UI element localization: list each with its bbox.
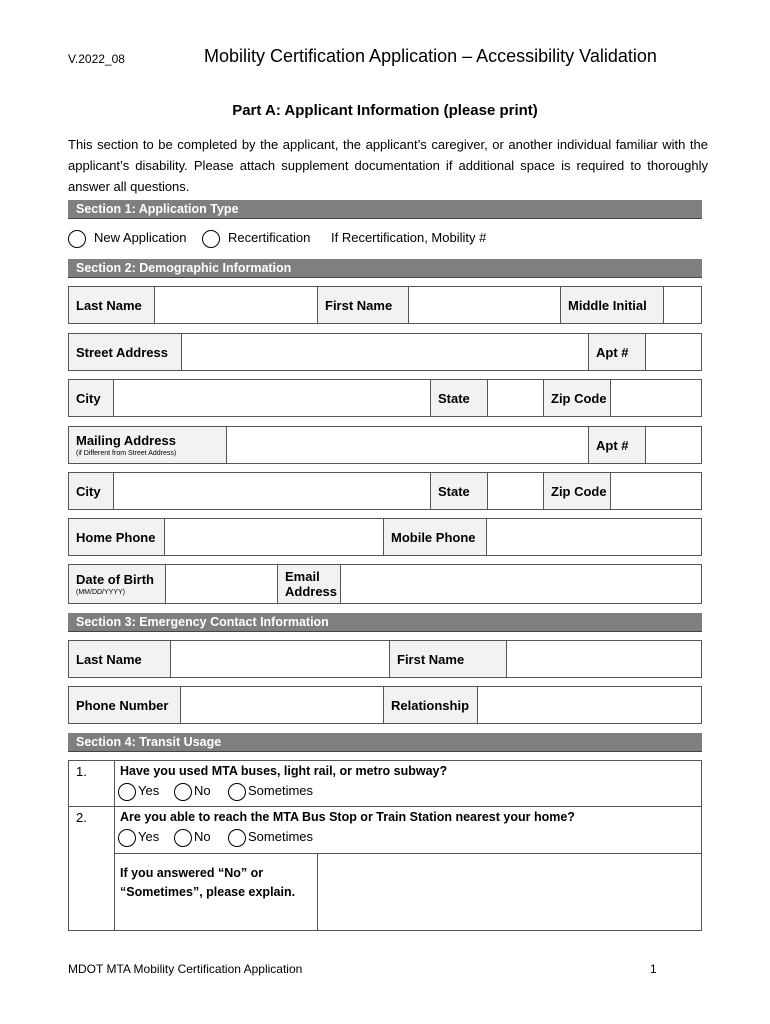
street-address-label: Street Address bbox=[69, 334, 182, 370]
city-label: City bbox=[69, 380, 114, 416]
column-divider bbox=[114, 761, 115, 930]
emergency-last-name-label: Last Name bbox=[69, 641, 171, 677]
emergency-first-name-field[interactable] bbox=[507, 641, 701, 677]
phone-row bbox=[68, 518, 702, 556]
section-3-header: Section 3: Emergency Contact Information bbox=[68, 613, 702, 632]
q2-no-radio[interactable] bbox=[174, 829, 192, 847]
middle-initial-field[interactable] bbox=[664, 287, 701, 323]
document-title: Mobility Certification Application – Accessibility Validation bbox=[204, 46, 657, 66]
city-field[interactable] bbox=[114, 380, 431, 416]
emergency-phone-field[interactable] bbox=[181, 687, 384, 723]
q2-yes-label: Yes bbox=[138, 829, 160, 844]
apt-label: Apt # bbox=[589, 334, 646, 370]
dob-field[interactable] bbox=[166, 565, 278, 603]
page-number: 1 bbox=[650, 962, 657, 976]
question-2-text: Are you able to reach the MTA Bus Stop or Train Station nearest your home? bbox=[120, 810, 575, 824]
section-4-header: Section 4: Transit Usage bbox=[68, 733, 702, 752]
email-text-line1: Email bbox=[285, 569, 320, 584]
mailing-city-row bbox=[68, 472, 702, 510]
mailing-address-note: (if Different from Street Address) bbox=[76, 450, 177, 457]
section-1-header: Section 1: Application Type bbox=[68, 200, 702, 219]
email-label bbox=[278, 565, 341, 603]
state-label: State bbox=[431, 380, 488, 416]
emergency-phone-row bbox=[68, 686, 702, 724]
email-text-line2: Address bbox=[285, 584, 338, 599]
state-field[interactable] bbox=[488, 380, 544, 416]
intro-paragraph: This section to be completed by the applicant, the applicant’s caregiver, or another individual familiar with the applicant’s disability. Please attach supplement documentation if additional space is required to thoroughly answer all questions. bbox=[68, 137, 708, 194]
emergency-first-name-label: First Name bbox=[390, 641, 507, 677]
street-address-field[interactable] bbox=[182, 334, 589, 370]
dob-label bbox=[69, 565, 166, 603]
question-2-number: 2. bbox=[76, 810, 87, 825]
first-name-field[interactable] bbox=[409, 287, 561, 323]
new-application-label: New Application bbox=[94, 230, 187, 245]
q1-sometimes-radio[interactable] bbox=[228, 783, 246, 801]
explain-field[interactable] bbox=[318, 854, 700, 929]
version-label: V.2022_08 bbox=[68, 52, 125, 66]
mailing-city-field[interactable] bbox=[114, 473, 431, 509]
mailing-apt-label: Apt # bbox=[589, 427, 646, 463]
home-phone-field[interactable] bbox=[165, 519, 384, 555]
mailing-address-field[interactable] bbox=[227, 427, 589, 463]
mailing-state-label: State bbox=[431, 473, 488, 509]
zip-code-label: Zip Code bbox=[544, 380, 611, 416]
mailing-city-label: City bbox=[69, 473, 114, 509]
last-name-field[interactable] bbox=[155, 287, 318, 323]
middle-initial-label: Middle Initial bbox=[561, 287, 664, 323]
home-phone-label: Home Phone bbox=[69, 519, 165, 555]
q2-sometimes-radio[interactable] bbox=[228, 829, 246, 847]
zip-code-field[interactable] bbox=[611, 380, 701, 416]
q1-sometimes-label: Sometimes bbox=[248, 783, 314, 798]
relationship-label: Relationship bbox=[384, 687, 478, 723]
city-row bbox=[68, 379, 702, 417]
recert-number-label: If Recertification, Mobility # bbox=[331, 230, 487, 245]
mailing-address-text: Mailing Address bbox=[76, 433, 176, 448]
street-address-row bbox=[68, 333, 702, 371]
explain-label-line1: If you answered “No” or bbox=[120, 866, 264, 880]
q1-yes-label: Yes bbox=[138, 783, 160, 798]
new-application-radio[interactable] bbox=[68, 230, 86, 248]
mailing-zip-code-label: Zip Code bbox=[544, 473, 611, 509]
email-field[interactable] bbox=[341, 565, 701, 603]
q2-yes-radio[interactable] bbox=[118, 829, 136, 847]
dob-text: Date of Birth bbox=[76, 572, 154, 587]
mailing-state-field[interactable] bbox=[488, 473, 544, 509]
footer-text: MDOT MTA Mobility Certification Application bbox=[68, 962, 303, 976]
explain-label-line2: “Sometimes”, please explain. bbox=[120, 885, 296, 899]
part-a-heading: Part A: Applicant Information (please print) bbox=[232, 102, 538, 119]
recertification-radio[interactable] bbox=[202, 230, 220, 248]
question-1-text: Have you used MTA buses, light rail, or metro subway? bbox=[120, 764, 448, 778]
q1-no-label: No bbox=[194, 783, 211, 798]
apt-field[interactable] bbox=[646, 334, 701, 370]
q2-sometimes-label: Sometimes bbox=[248, 829, 314, 844]
row-divider bbox=[69, 806, 701, 807]
mobile-phone-label: Mobile Phone bbox=[384, 519, 487, 555]
dob-format: (MM/DD/YYYY) bbox=[76, 589, 125, 596]
recertification-label: Recertification bbox=[228, 230, 311, 245]
mailing-address-row bbox=[68, 426, 702, 464]
question-1-number: 1. bbox=[76, 764, 87, 779]
emergency-name-row bbox=[68, 640, 702, 678]
last-name-label: Last Name bbox=[69, 287, 155, 323]
dob-email-row bbox=[68, 564, 702, 604]
mailing-apt-field[interactable] bbox=[646, 427, 701, 463]
name-row bbox=[68, 286, 702, 324]
mobile-phone-field[interactable] bbox=[487, 519, 701, 555]
q2-no-label: No bbox=[194, 829, 211, 844]
q1-no-radio[interactable] bbox=[174, 783, 192, 801]
first-name-label: First Name bbox=[318, 287, 409, 323]
relationship-field[interactable] bbox=[478, 687, 701, 723]
emergency-phone-label: Phone Number bbox=[69, 687, 181, 723]
mailing-address-label bbox=[69, 427, 227, 463]
emergency-last-name-field[interactable] bbox=[171, 641, 390, 677]
section-2-header: Section 2: Demographic Information bbox=[68, 259, 702, 278]
mailing-zip-code-field[interactable] bbox=[611, 473, 701, 509]
q1-yes-radio[interactable] bbox=[118, 783, 136, 801]
